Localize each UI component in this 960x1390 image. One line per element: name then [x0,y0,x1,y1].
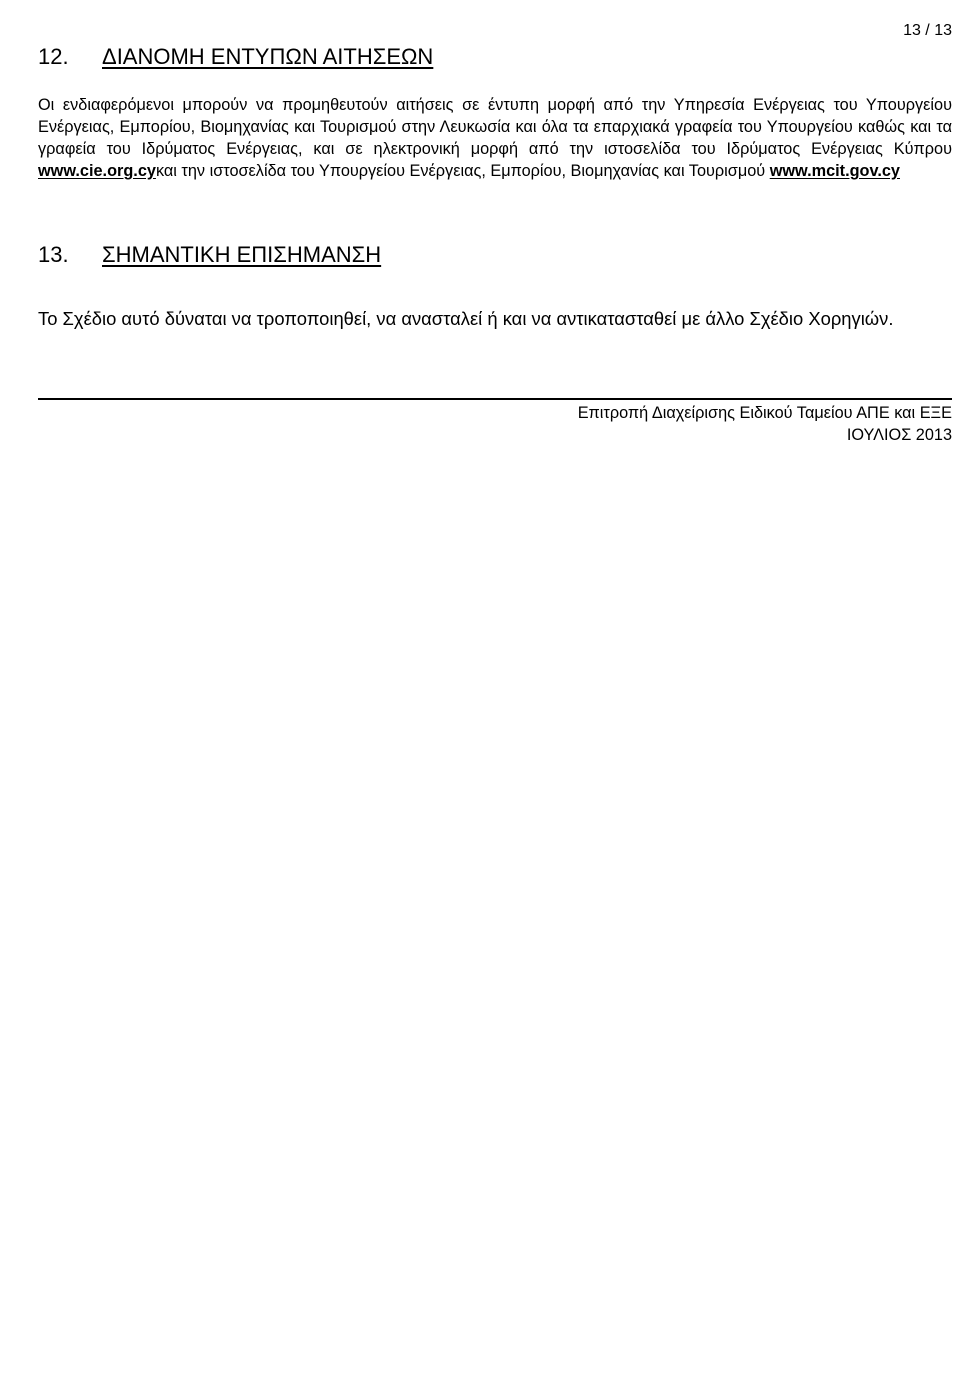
section-12-number: 12. [38,44,69,69]
footer-organization: Επιτροπή Διαχείρισης Ειδικού Ταμείου ΑΠΕ και ΕΞΕ [577,404,952,422]
section-13-paragraph: Το Σχέδιο αυτό δύναται να τροποποιηθεί, να ανασταλεί ή και να αντικατασταθεί με άλλο Σχέδιο Χορηγιών. [38,308,894,329]
footer-divider [38,398,952,400]
section-12-text-1: Οι ενδιαφερόμενοι μπορούν να προμηθευτούν αιτήσεις σε έντυπη μορφή από την Υπηρεσία Ενέργειας του Υπουργείου Ενέργειας, Εμπορίου, Βιομηχανίας και Τουρισμού στην Λευκωσία και όλα τα επαρχιακά γραφεία του Υπουργείου καθώς και τα γραφεία του Ιδρύματος Ενέργειας, και σε ηλεκτρονική μορφή από την ιστοσελίδα του Ιδρύματος Ενέργειας Κύπρου [38,96,952,158]
section-12-title: ΔΙΑΝΟΜΗ ΕΝΤΥΠΩΝ ΑΙΤΗΣΕΩΝ [102,44,434,69]
mcit-website-link[interactable]: www.mcit.gov.cy [769,162,900,180]
section-12-paragraph [38,94,952,182]
footer-date: ΙΟΥΛΙΟΣ 2013 [846,426,952,444]
section-13-number: 13. [38,242,69,267]
cie-website-link[interactable]: www.cie.org.cy [38,162,156,180]
section-13-heading [38,242,381,268]
page-number: 13 / 13 [903,22,952,39]
section-12-text-2: και την ιστοσελίδα του Υπουργείου Ενέργειας, Εμπορίου, Βιομηχανίας και Τουρισμού [155,162,770,180]
section-13-title: ΣΗΜΑΝΤΙΚΗ ΕΠΙΣΗΜΑΝΣΗ [102,242,382,267]
section-12-heading [38,44,433,70]
